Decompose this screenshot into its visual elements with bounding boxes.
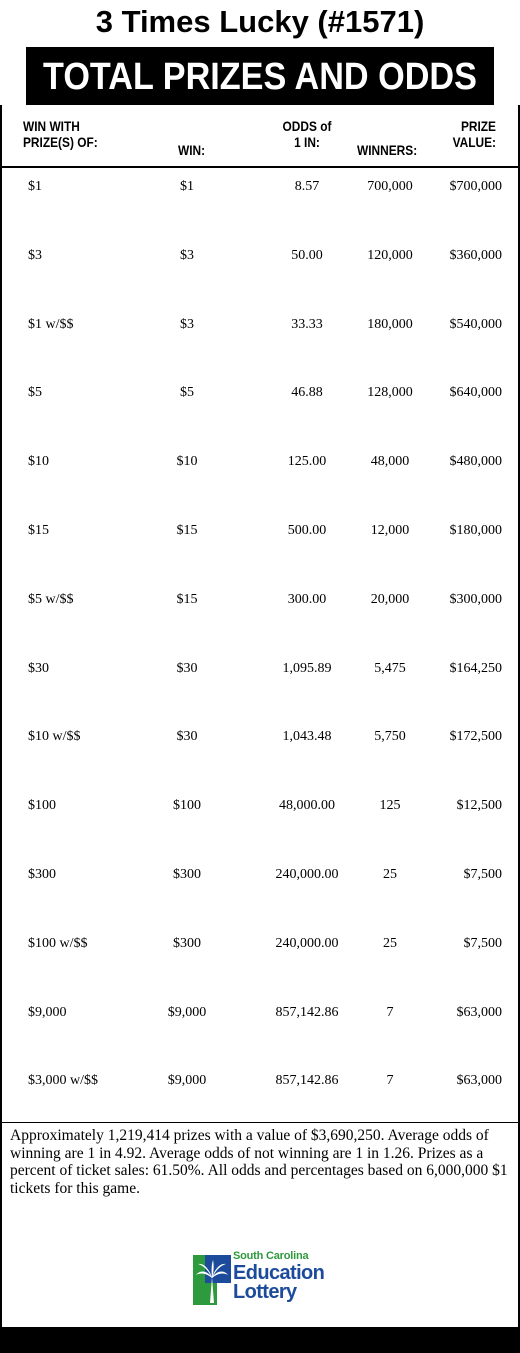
cell-winners: 5,750 <box>374 729 406 745</box>
cell-winners: 7 <box>386 1073 394 1089</box>
summary-text: Approximately 1,219,414 prizes with a value of $3,690,250. Average odds of winning are 1 in 4.92. Average odds of not winning are 1 in 1.26. Prizes as a percent of ticket sales: 61.50%. All odds and percentages based on 6,000,000 $1 tickets for this game. <box>10 1127 508 1197</box>
table-row <box>2 650 518 719</box>
cell-odds: 240,000.00 <box>275 935 339 951</box>
header-odds-line2: 1 IN: <box>294 134 320 150</box>
cell-prizes: $9,000 <box>28 1004 67 1020</box>
cell-winners: 700,000 <box>367 179 413 194</box>
cell-win: $9,000 <box>167 1004 207 1020</box>
header-odds <box>277 118 337 150</box>
palmetto-logo-icon <box>193 1255 231 1305</box>
cell-winners: 120,000 <box>367 247 413 263</box>
cell-prizes: $10 <box>28 454 49 470</box>
cell-prizes: $10 w/$$ <box>28 729 81 745</box>
header-prize-value-line2: VALUE: <box>452 134 496 150</box>
header-winners: WINNERS: <box>357 142 418 158</box>
cell-odds: 1,095.89 <box>282 660 332 676</box>
banner-heading: TOTAL PRIZES AND ODDS <box>26 47 494 105</box>
cell-odds: 50.00 <box>291 247 323 263</box>
cell-prize-value: $180,000 <box>449 522 502 538</box>
cell-odds: 300.00 <box>287 591 327 607</box>
cell-win: $3 <box>180 316 194 332</box>
cell-prizes: $3 <box>28 247 42 263</box>
cell-prizes: $100 w/$$ <box>28 935 88 951</box>
cell-prize-value: $640,000 <box>449 385 502 401</box>
header-win: WIN: <box>178 142 206 158</box>
cell-odds: 857,142.86 <box>275 1004 339 1020</box>
table-row <box>2 512 518 581</box>
footer-divider <box>2 1122 518 1123</box>
cell-winners: 128,000 <box>367 385 413 401</box>
cell-odds: 48,000.00 <box>279 798 335 814</box>
cell-odds: 240,000.00 <box>275 866 339 882</box>
cell-prize-value: $360,000 <box>449 247 502 263</box>
cell-odds: 500.00 <box>287 522 327 538</box>
table-row <box>2 925 518 994</box>
cell-prizes: $30 <box>28 660 49 676</box>
cell-odds: 46.88 <box>291 385 323 401</box>
cell-odds: 1,043.48 <box>282 729 332 745</box>
page-title: 3 Times Lucky (#1571) <box>95 4 425 39</box>
header-prize-value-line1: PRIZE <box>460 118 496 134</box>
cell-win: $15 <box>176 591 198 607</box>
cell-winners: 5,475 <box>374 660 406 676</box>
cell-winners: 12,000 <box>370 522 410 538</box>
cell-prize-value: $480,000 <box>449 454 502 470</box>
cell-prizes: $3,000 w/$$ <box>28 1073 98 1089</box>
cell-prizes: $5 <box>28 385 42 401</box>
table-row <box>2 374 518 443</box>
cell-prizes: $5 w/$$ <box>28 591 74 607</box>
cell-prize-value: $63,000 <box>456 1073 502 1089</box>
cell-winners: 48,000 <box>370 454 410 470</box>
table-row <box>2 1062 518 1131</box>
logo-line-south-carolina: South Carolina <box>233 1250 309 1262</box>
cell-odds: 33.33 <box>291 316 323 332</box>
header-odds-line1: ODDS of <box>282 118 332 134</box>
cell-win: $300 <box>173 935 201 951</box>
cell-winners: 125 <box>379 798 401 814</box>
header-prize-value <box>440 118 496 150</box>
table-row <box>2 787 518 856</box>
cell-win: $300 <box>173 866 201 882</box>
cell-prize-value: $63,000 <box>456 1004 502 1020</box>
sc-education-lottery-logo <box>193 1250 353 1308</box>
cell-prize-value: $700,000 <box>449 179 502 194</box>
cell-win: $30 <box>176 729 198 745</box>
cell-win: $9,000 <box>167 1073 207 1089</box>
cell-win: $15 <box>176 522 198 538</box>
header-win-with <box>23 118 98 150</box>
table-row <box>2 994 518 1063</box>
table-row <box>2 237 518 306</box>
cell-winners: 25 <box>383 866 397 882</box>
cell-prize-value: $12,500 <box>456 798 502 814</box>
cell-odds: 857,142.86 <box>275 1073 339 1089</box>
table-row <box>2 718 518 787</box>
bottom-bar <box>0 1327 520 1353</box>
table-row <box>2 856 518 925</box>
header-win-with-line1: WIN WITH <box>23 118 80 134</box>
cell-prize-value: $172,500 <box>449 729 502 745</box>
cell-win: $30 <box>176 660 198 676</box>
cell-prizes: $100 <box>28 798 56 814</box>
table-row <box>2 168 518 237</box>
cell-winners: 7 <box>386 1004 394 1020</box>
cell-win: $10 <box>176 454 198 470</box>
cell-odds: 125.00 <box>287 454 327 470</box>
cell-winners: 20,000 <box>370 591 410 607</box>
cell-win: $1 <box>180 179 194 194</box>
cell-prize-value: $7,500 <box>463 935 502 951</box>
cell-winners: 25 <box>383 935 397 951</box>
prize-table-body <box>2 168 518 1131</box>
cell-prizes: $15 <box>28 522 49 538</box>
cell-win: $100 <box>173 798 201 814</box>
cell-prize-value: $540,000 <box>449 316 502 332</box>
cell-prize-value: $164,250 <box>449 660 502 676</box>
cell-winners: 180,000 <box>367 316 413 332</box>
cell-prize-value: $7,500 <box>463 866 502 882</box>
cell-prizes: $1 w/$$ <box>28 316 74 332</box>
table-row <box>2 581 518 650</box>
table-row <box>2 443 518 512</box>
header-win-with-line2: PRIZE(S) OF: <box>23 134 98 150</box>
logo-line-education: Education <box>233 1262 325 1284</box>
cell-prizes: $1 <box>28 179 42 194</box>
cell-prizes: $300 <box>28 866 56 882</box>
table-row <box>2 306 518 375</box>
cell-odds: 8.57 <box>294 179 320 194</box>
cell-win: $5 <box>180 385 194 401</box>
cell-prize-value: $300,000 <box>449 591 502 607</box>
logo-line-lottery: Lottery <box>233 1281 297 1303</box>
cell-win: $3 <box>180 247 194 263</box>
